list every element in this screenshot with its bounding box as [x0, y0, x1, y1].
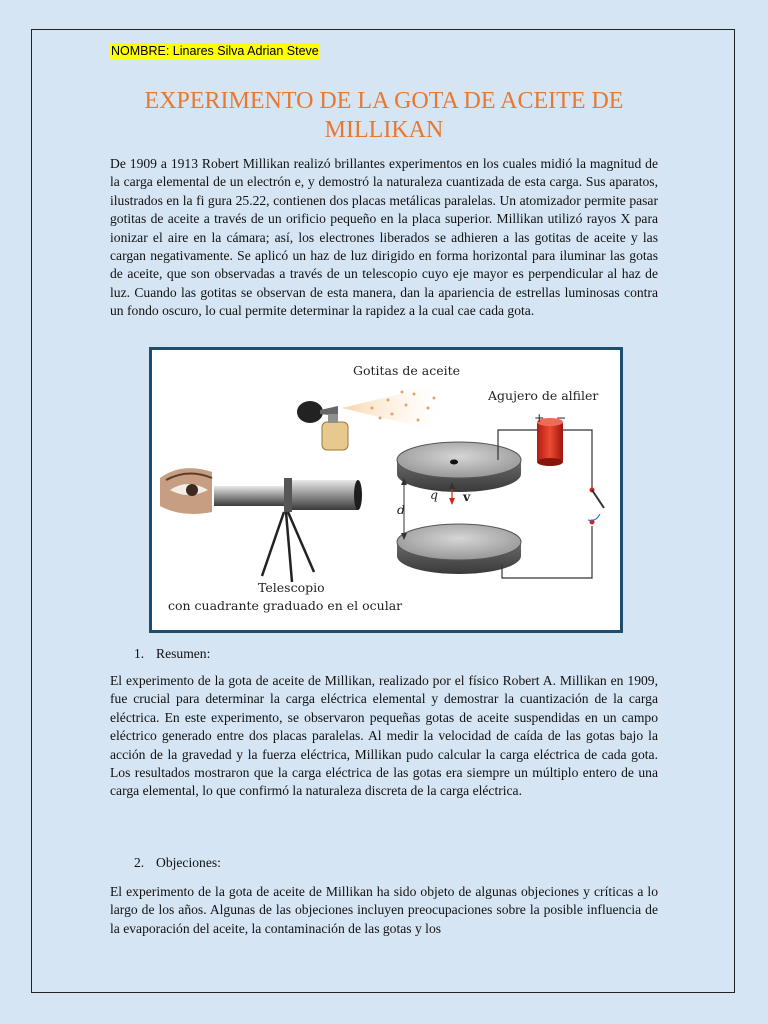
- section-number: 2.: [134, 855, 145, 870]
- label-distance-d: d: [397, 502, 406, 517]
- label-minus: −: [556, 410, 567, 425]
- upper-plate: [397, 442, 521, 492]
- battery-icon: [537, 418, 563, 466]
- section-heading-text: Objeciones:: [156, 855, 221, 870]
- eye-icon: [160, 468, 212, 514]
- label-oil-drops: Gotitas de aceite: [353, 363, 461, 378]
- section-number: 1.: [134, 646, 145, 661]
- label-plus: +: [534, 410, 545, 425]
- millikan-apparatus-figure: [149, 347, 623, 633]
- document-page: [31, 29, 735, 993]
- section-heading-objeciones: [134, 854, 221, 872]
- objections-paragraph: El experimento de la gota de aceite de Millikan ha sido objeto de algunas objeciones y críticas a lo largo de los años. Algunas de las objeciones incluyen preocupaciones sobre la posible influencia de la evaporación del aceite, la contaminación de las gotas y los: [110, 884, 658, 936]
- label-velocity-v: v: [463, 489, 471, 504]
- summary-paragraph: El experimento de la gota de aceite de Millikan, realizado por el físico Robert A. Millikan en 1909, fue crucial para determinar la carga eléctrica elemental y demostrar la cuantización de la carga eléctrica. En este experimento, se observaron pequeñas gotas de aceite suspendidas en un campo eléctrico generado entre dos placas paralelas. Al medir la velocidad de caída de las gotas bajo la acción de la gravedad y la fuerza eléctrica, Millikan pudo calcular la carga eléctrica de cada gota. Los resultados mostraron que la carga eléctrica de las gotas era siempre un múltiplo entero de una carga elemental, lo que confirmó la naturaleza discreta de la carga eléctrica.: [110, 673, 658, 799]
- label-telescope: Telescopio: [258, 580, 325, 595]
- label-eyepiece: con cuadrante graduado en el ocular: [168, 598, 403, 613]
- switch-icon: [588, 488, 604, 525]
- label-charge-q: q: [430, 487, 439, 502]
- section-heading-text: Resumen:: [156, 646, 211, 661]
- section-heading-resumen: [134, 645, 210, 663]
- label-pinhole: Agujero de alfiler: [488, 388, 599, 403]
- intro-paragraph: De 1909 a 1913 Robert Millikan realizó brillantes experimentos en los cuales midió la magnitud de la carga elemental de un electrón e, y demostró la naturaleza cuantizada de esta carga. Sus aparatos, ilustrados en la fi gura 25.22, contienen dos placas metálicas paralelas. Un atomizador permite pasar gotitas de aceite a través de un orificio pequeño en la placa superior. Millikan utilizó rayos X para ionizar el aire en la cámara; así, los electrones liberados se adhieren a las gotitas de aceite y las cargan negativamente. Se aplicó un haz de luz dirigido en forma horizontal para iluminar las gotas de aceite, que son observadas a través de un telescopio cuyo eje mayor es perpendicular al haz de luz. Cuando las gotitas se observan de esta manera, dan la apariencia de estrellas luminosas contra un fondo oscuro, lo cual permite determinar la rapidez a la cual cae cada gota.: [110, 156, 658, 319]
- telescope-icon: [214, 478, 362, 582]
- atomizer-icon: [297, 384, 442, 450]
- document-title: EXPERIMENTO DE LA GOTA DE ACEITE DE MILLIKAN: [144, 88, 624, 143]
- student-name-line: NOMBRE: Linares Silva Adrian Steve: [111, 44, 319, 58]
